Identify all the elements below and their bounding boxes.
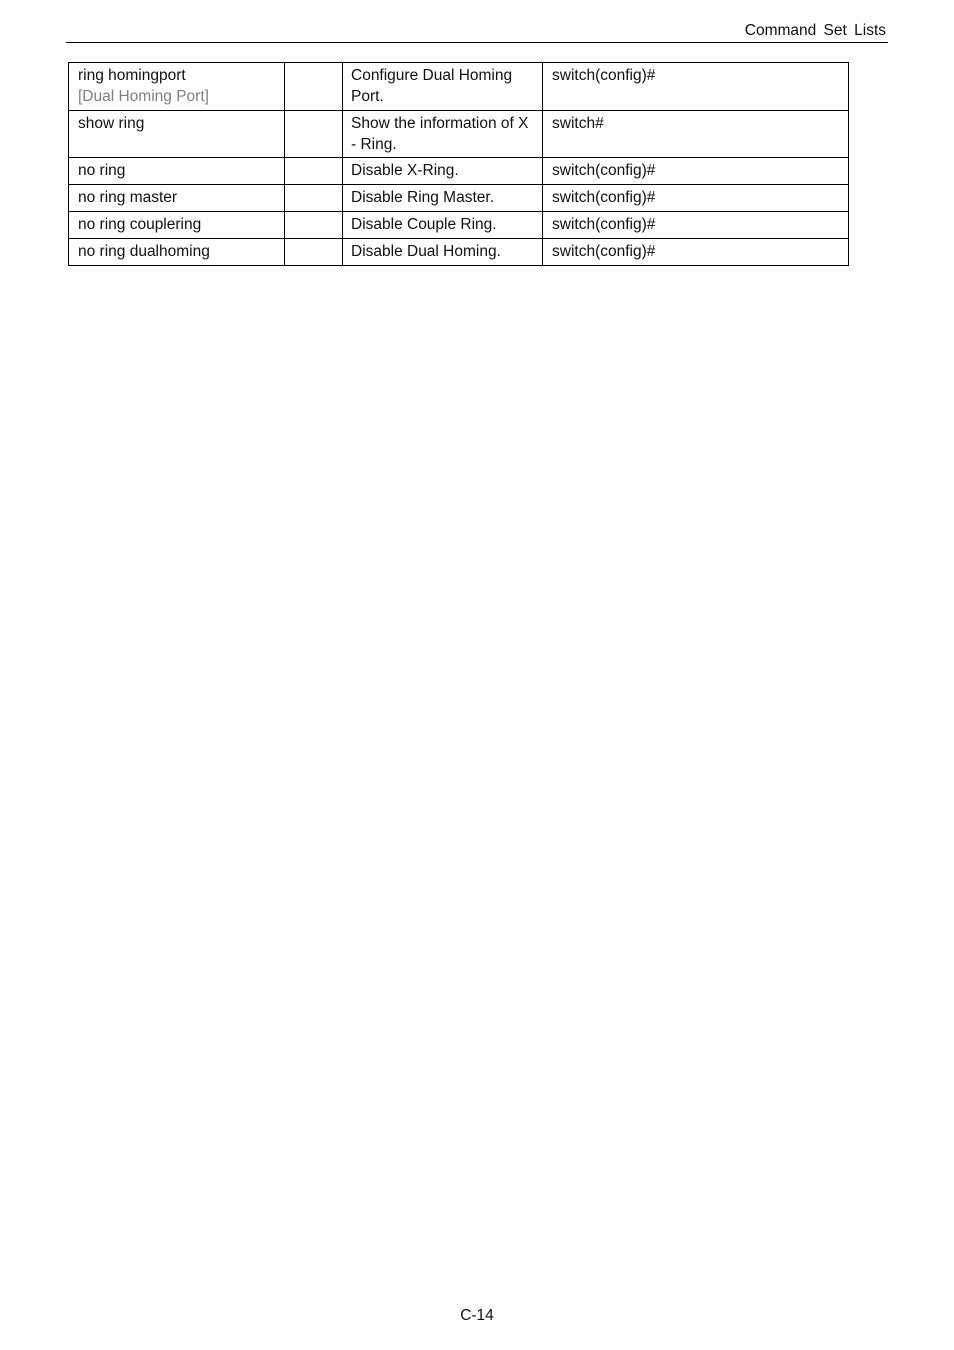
header-title: Command Set Lists bbox=[744, 22, 886, 39]
command-cell bbox=[69, 63, 285, 111]
table-row bbox=[69, 111, 849, 158]
level-cell bbox=[285, 212, 343, 239]
mode-cell: switch(config)# bbox=[543, 239, 849, 266]
level-cell bbox=[285, 158, 343, 185]
mode-cell: switch(config)# bbox=[543, 212, 849, 239]
command-cell: no ring dualhoming bbox=[69, 239, 285, 266]
mode-cell: switch(config)# bbox=[543, 63, 849, 111]
table-row bbox=[69, 212, 849, 239]
level-cell bbox=[285, 239, 343, 266]
mode-cell: switch# bbox=[543, 111, 849, 158]
description-cell: Disable Ring Master. bbox=[343, 185, 543, 212]
command-cell: no ring bbox=[69, 158, 285, 185]
description-cell: Disable Dual Homing. bbox=[343, 239, 543, 266]
table-row bbox=[69, 63, 849, 111]
level-cell bbox=[285, 111, 343, 158]
description-cell: Disable Couple Ring. bbox=[343, 212, 543, 239]
command-cell: no ring master bbox=[69, 185, 285, 212]
command-cell: no ring couplering bbox=[69, 212, 285, 239]
table-row bbox=[69, 185, 849, 212]
command-cell: show ring bbox=[69, 111, 285, 158]
table-row bbox=[69, 158, 849, 185]
command-param: [Dual Homing Port] bbox=[78, 88, 209, 105]
page-number: C-14 bbox=[460, 1307, 494, 1324]
mode-cell: switch(config)# bbox=[543, 158, 849, 185]
description-cell: Disable X-Ring. bbox=[343, 158, 543, 185]
level-cell bbox=[285, 63, 343, 111]
command-text: ring homingport bbox=[78, 67, 186, 84]
table-row bbox=[69, 239, 849, 266]
command-table bbox=[68, 62, 849, 266]
description-cell: Configure Dual Homing Port. bbox=[343, 63, 543, 111]
level-cell bbox=[285, 185, 343, 212]
description-cell: Show the information of X - Ring. bbox=[343, 111, 543, 158]
page-header bbox=[66, 20, 888, 43]
mode-cell: switch(config)# bbox=[543, 185, 849, 212]
